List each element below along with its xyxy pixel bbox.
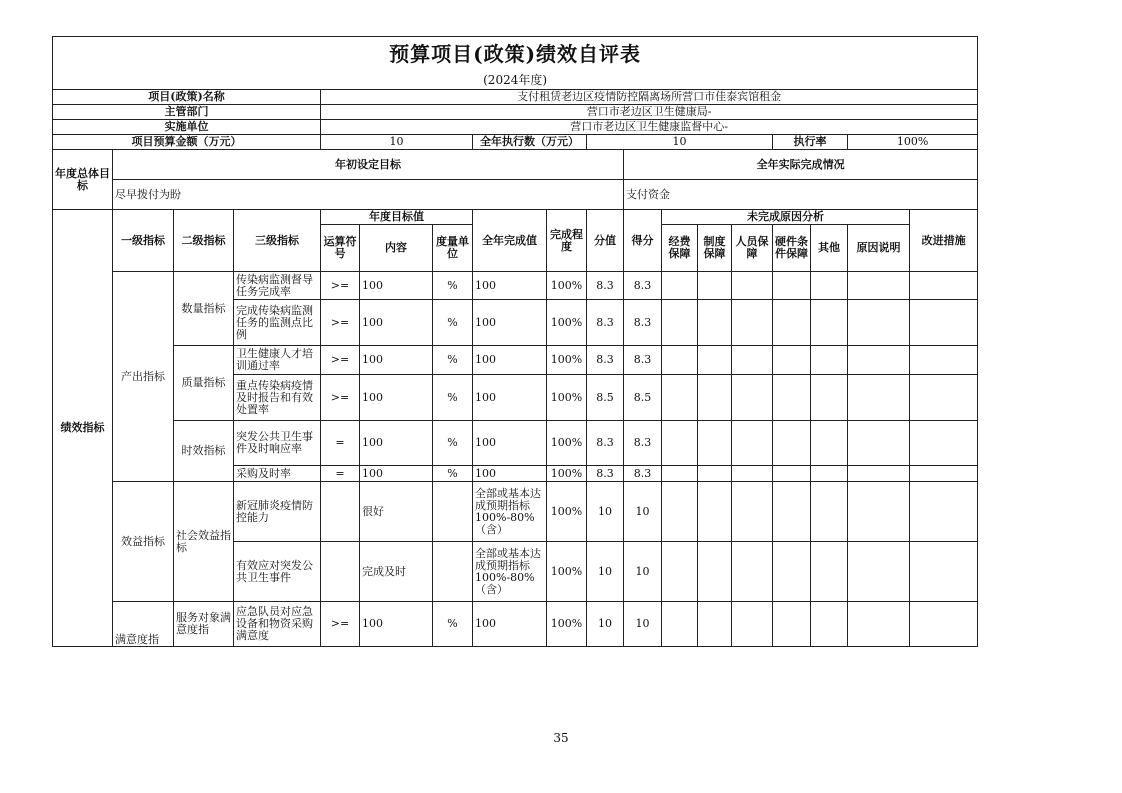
goal-actual-header: 全年实际完成情况 <box>624 150 978 180</box>
header-level1: 一级指标 <box>113 210 174 272</box>
cell-empty <box>698 482 732 542</box>
cell-empty <box>848 602 910 647</box>
cell-empty <box>662 482 698 542</box>
goal-label: 年度总体目标 <box>53 150 113 210</box>
header-completed: 全年完成值 <box>473 210 547 272</box>
header-score: 得分 <box>624 210 662 272</box>
header-staff: 人员保障 <box>732 225 773 272</box>
header-hardware: 硬件条件保障 <box>773 225 811 272</box>
indicator-name: 应急队员对应急设备和物资采购满意度 <box>234 602 321 647</box>
indicator-unit <box>433 542 473 602</box>
header-measures: 改进措施 <box>910 210 978 272</box>
group-output: 产出指标 <box>113 272 174 482</box>
cell-empty <box>732 375 773 421</box>
indicator-done: 100 <box>473 346 547 375</box>
indicator-content: 100 <box>360 272 433 300</box>
cell-empty <box>732 272 773 300</box>
group-timeliness: 时效指标 <box>174 421 234 482</box>
cell-empty <box>848 272 910 300</box>
indicator-name: 传染病监测督导任务完成率 <box>234 272 321 300</box>
indicator-degree: 100% <box>547 542 587 602</box>
indicator-done: 全部或基本达成预期指标100%-80%（含） <box>473 482 547 542</box>
cell-empty <box>910 421 978 466</box>
header-score-value: 分值 <box>587 210 624 272</box>
indicator-value: 8.3 <box>587 346 624 375</box>
cell-empty <box>773 482 811 542</box>
header-reason: 原因说明 <box>848 225 910 272</box>
project-name-label: 项目(政策)名称 <box>53 90 321 105</box>
cell-empty <box>910 542 978 602</box>
cell-empty <box>848 375 910 421</box>
indicator-content: 完成及时 <box>360 542 433 602</box>
indicator-value: 10 <box>587 482 624 542</box>
cell-empty <box>848 300 910 346</box>
cell-empty <box>811 375 848 421</box>
cell-empty <box>732 542 773 602</box>
header-other: 其他 <box>811 225 848 272</box>
cell-empty <box>910 482 978 542</box>
cell-empty <box>811 421 848 466</box>
cell-empty <box>773 375 811 421</box>
indicator-score: 8.3 <box>624 421 662 466</box>
cell-empty <box>662 421 698 466</box>
cell-empty <box>773 542 811 602</box>
indicator-value: 10 <box>587 602 624 647</box>
indicator-score: 8.3 <box>624 300 662 346</box>
header-level2: 二级指标 <box>174 210 234 272</box>
cell-empty <box>698 346 732 375</box>
cell-empty <box>910 346 978 375</box>
cell-empty <box>698 300 732 346</box>
exec-value: 10 <box>587 135 773 150</box>
indicator-name: 突发公共卫生事件及时响应率 <box>234 421 321 466</box>
indicator-op: >= <box>321 272 360 300</box>
indicator-score: 8.3 <box>624 272 662 300</box>
indicator-done: 100 <box>473 421 547 466</box>
cell-empty <box>910 375 978 421</box>
indicator-score: 10 <box>624 542 662 602</box>
indicator-done: 100 <box>473 375 547 421</box>
indicator-degree: 100% <box>547 466 587 482</box>
cell-empty <box>910 602 978 647</box>
cell-empty <box>910 300 978 346</box>
cell-empty <box>732 466 773 482</box>
cell-empty <box>698 466 732 482</box>
page-title: 预算项目(政策)绩效自评表 <box>53 37 978 72</box>
indicator-unit: % <box>433 346 473 375</box>
cell-empty <box>773 272 811 300</box>
group-quantity: 数量指标 <box>174 272 234 346</box>
cell-empty <box>662 602 698 647</box>
cell-empty <box>848 482 910 542</box>
cell-empty <box>811 482 848 542</box>
header-fund: 经费保障 <box>662 225 698 272</box>
indicators-label: 绩效指标 <box>53 210 113 647</box>
indicator-name: 卫生健康人才培训通过率 <box>234 346 321 375</box>
cell-empty <box>732 346 773 375</box>
indicator-unit: % <box>433 300 473 346</box>
indicator-done: 100 <box>473 272 547 300</box>
indicator-content: 100 <box>360 346 433 375</box>
indicator-op: >= <box>321 300 360 346</box>
cell-empty <box>848 346 910 375</box>
indicator-degree: 100% <box>547 300 587 346</box>
cell-empty <box>811 466 848 482</box>
indicator-value: 10 <box>587 542 624 602</box>
indicator-unit: % <box>433 375 473 421</box>
indicator-unit: % <box>433 602 473 647</box>
cell-empty <box>662 466 698 482</box>
cell-empty <box>773 466 811 482</box>
header-content: 内容 <box>360 225 433 272</box>
indicator-done: 100 <box>473 466 547 482</box>
cell-empty <box>698 542 732 602</box>
cell-empty <box>811 542 848 602</box>
indicator-done: 100 <box>473 300 547 346</box>
cell-empty <box>811 346 848 375</box>
budget-value: 10 <box>321 135 473 150</box>
indicator-content: 100 <box>360 602 433 647</box>
indicator-degree: 100% <box>547 375 587 421</box>
header-unfinished: 未完成原因分析 <box>662 210 910 225</box>
cell-empty <box>848 421 910 466</box>
rate-label: 执行率 <box>773 135 848 150</box>
indicator-op: = <box>321 421 360 466</box>
cell-empty <box>910 272 978 300</box>
cell-empty <box>773 300 811 346</box>
cell-empty <box>732 602 773 647</box>
cell-empty <box>811 300 848 346</box>
indicator-value: 8.3 <box>587 272 624 300</box>
indicator-value: 8.5 <box>587 375 624 421</box>
indicator-content: 100 <box>360 466 433 482</box>
indicator-score: 8.3 <box>624 466 662 482</box>
indicator-score: 10 <box>624 482 662 542</box>
goal-actual-value: 支付资金 <box>624 180 978 210</box>
indicator-content: 很好 <box>360 482 433 542</box>
indicator-content: 100 <box>360 300 433 346</box>
cell-empty <box>662 346 698 375</box>
group-satisfaction: 满意度指 <box>113 602 174 647</box>
header-unit: 度量单位 <box>433 225 473 272</box>
cell-empty <box>773 346 811 375</box>
indicator-unit <box>433 482 473 542</box>
indicator-op <box>321 542 360 602</box>
performance-form <box>52 36 977 647</box>
indicator-op: >= <box>321 375 360 421</box>
indicator-score: 8.5 <box>624 375 662 421</box>
indicator-unit: % <box>433 421 473 466</box>
cell-empty <box>698 272 732 300</box>
cell-empty <box>698 421 732 466</box>
header-degree: 完成程度 <box>547 210 587 272</box>
indicator-score: 8.3 <box>624 346 662 375</box>
indicator-value: 8.3 <box>587 466 624 482</box>
header-system: 制度保障 <box>698 225 732 272</box>
cell-empty <box>698 375 732 421</box>
goal-initial-header: 年初设定目标 <box>113 150 624 180</box>
goal-initial-value: 尽早拨付为盼 <box>113 180 624 210</box>
cell-empty <box>811 602 848 647</box>
cell-empty <box>811 272 848 300</box>
cell-empty <box>662 272 698 300</box>
indicator-done: 全部或基本达成预期指标100%-80%（含） <box>473 542 547 602</box>
page-number: 35 <box>553 731 569 745</box>
header-operator: 运算符号 <box>321 225 360 272</box>
cell-empty <box>773 602 811 647</box>
budget-label: 项目预算金额（万元） <box>53 135 321 150</box>
indicator-name: 有效应对突发公共卫生事件 <box>234 542 321 602</box>
indicator-op: >= <box>321 346 360 375</box>
indicator-name: 采购及时率 <box>234 466 321 482</box>
year-label: (2024年度) <box>53 71 978 90</box>
indicator-degree: 100% <box>547 272 587 300</box>
performance-table <box>52 36 978 647</box>
rate-value: 100% <box>848 135 978 150</box>
indicator-unit: % <box>433 272 473 300</box>
cell-empty <box>662 542 698 602</box>
indicator-content: 100 <box>360 421 433 466</box>
dept-value: 营口市老边区卫生健康局- <box>321 105 978 120</box>
cell-empty <box>662 300 698 346</box>
indicator-op <box>321 482 360 542</box>
exec-label: 全年执行数（万元） <box>473 135 587 150</box>
dept-label: 主管部门 <box>53 105 321 120</box>
indicator-score: 10 <box>624 602 662 647</box>
impl-label: 实施单位 <box>53 120 321 135</box>
group-social: 社会效益指标 <box>174 482 234 602</box>
cell-empty <box>662 375 698 421</box>
cell-empty <box>732 421 773 466</box>
header-level3: 三级指标 <box>234 210 321 272</box>
project-name-value: 支付租赁老边区疫情防控隔离场所营口市佳泰宾馆租金 <box>321 90 978 105</box>
cell-empty <box>848 466 910 482</box>
cell-empty <box>732 300 773 346</box>
indicator-degree: 100% <box>547 421 587 466</box>
cell-empty <box>698 602 732 647</box>
indicator-done: 100 <box>473 602 547 647</box>
indicator-degree: 100% <box>547 482 587 542</box>
cell-empty <box>773 421 811 466</box>
indicator-name: 完成传染病监测任务的监测点比例 <box>234 300 321 346</box>
indicator-degree: 100% <box>547 346 587 375</box>
indicator-op: >= <box>321 602 360 647</box>
indicator-name: 重点传染病疫情及时报告和有效处置率 <box>234 375 321 421</box>
cell-empty <box>848 542 910 602</box>
group-service: 服务对象满意度指 <box>174 602 234 647</box>
group-benefit: 效益指标 <box>113 482 174 602</box>
indicator-op: = <box>321 466 360 482</box>
impl-value: 营口市老边区卫生健康监督中心- <box>321 120 978 135</box>
indicator-value: 8.3 <box>587 300 624 346</box>
indicator-unit: % <box>433 466 473 482</box>
indicator-value: 8.3 <box>587 421 624 466</box>
group-quality: 质量指标 <box>174 346 234 421</box>
header-annual-target: 年度目标值 <box>321 210 473 225</box>
indicator-content: 100 <box>360 375 433 421</box>
cell-empty <box>910 466 978 482</box>
cell-empty <box>732 482 773 542</box>
indicator-degree: 100% <box>547 602 587 647</box>
indicator-name: 新冠肺炎疫情防控能力 <box>234 482 321 542</box>
